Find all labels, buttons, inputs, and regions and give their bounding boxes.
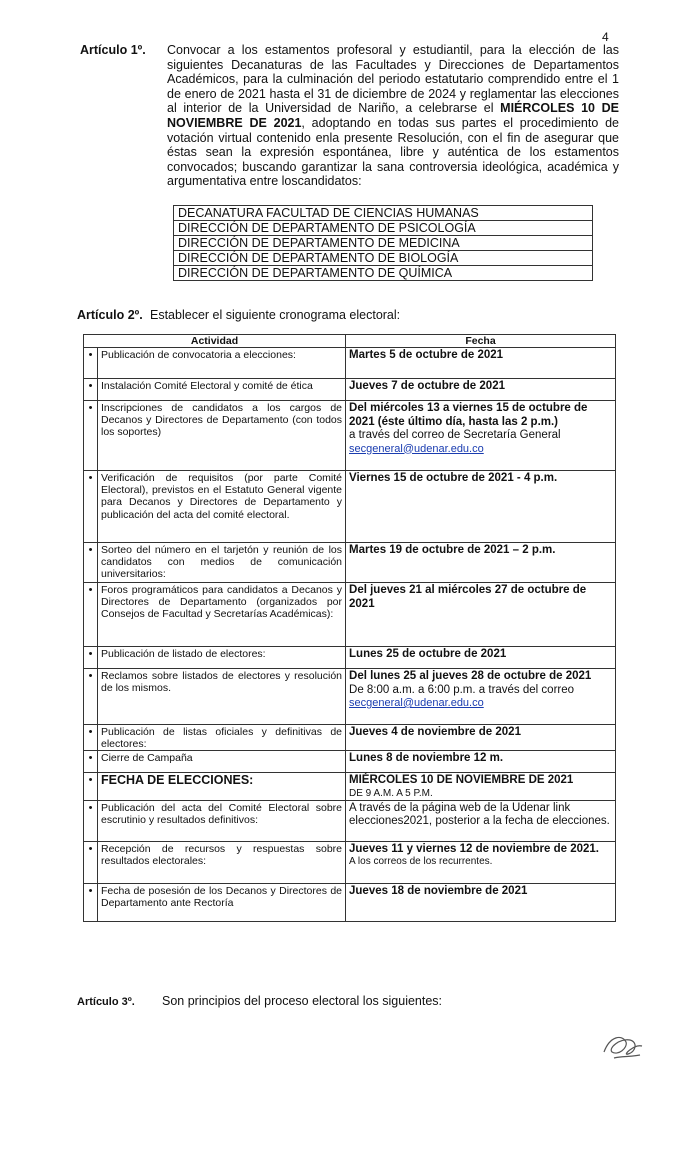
header-actividad: Actividad (84, 335, 346, 348)
bullet-icon: • (84, 669, 98, 725)
articulo-3-label: Artículo 3º. (77, 996, 135, 1008)
activity-cell: Sorteo del número en el tarjetón y reunión de los candidatos con medios de comunicación universitarios: (98, 543, 346, 583)
date-cell (346, 751, 616, 773)
page-number: 4 (602, 30, 609, 44)
position-item: DECANATURA FACULTAD DE CIENCIAS HUMANAS (174, 206, 593, 221)
bullet-icon: • (84, 751, 98, 773)
activity-cell: Reclamos sobre listados de electores y resolución de los mismos. (98, 669, 346, 725)
date-cell (346, 883, 616, 921)
schedule-row (84, 543, 616, 583)
date-cell (346, 725, 616, 751)
signature-icon (600, 1030, 646, 1062)
date-note-text: A los correos de los recurrentes. (349, 856, 493, 868)
activity-cell: Cierre de Campaña (98, 751, 346, 773)
schedule-row (84, 583, 616, 647)
activity-cell: Recepción de recursos y respuestas sobre resultados electorales: (98, 841, 346, 883)
articulo-1-text-part1: Convocar a los estamentos profesoral y estudiantil, para la elección de las siguientes Decanaturas de las Facultades y Direcciones de Departamentos Académicos, para la culminación del periodo estatutario comprendido entre el 1 de enero de 2021 hasta el 31 de diciembre de 2024 y reglamentar las elecciones al interior de la Universidad de Nariño, a celebrarse el (167, 43, 619, 116)
date-cell (346, 841, 616, 883)
articulo-3-text: Son principios del proceso electoral los siguientes: (162, 994, 443, 1008)
bullet-icon: • (84, 883, 98, 921)
date-bold-text: Martes 5 de octubre de 2021 (349, 349, 504, 361)
position-item: DIRECCIÓN DE DEPARTAMENTO DE MEDICINA (174, 236, 593, 251)
articulo-2-text: Establecer el siguiente cronograma electoral: (150, 308, 401, 322)
activity-cell: Publicación del acta del Comité Electoral sobre escrutinio y resultados definitivos: (98, 800, 346, 841)
bullet-icon: • (84, 379, 98, 401)
date-cell (346, 583, 616, 647)
schedule-row (84, 800, 616, 841)
activity-cell: Verificación de requisitos (por parte Comité Electoral), previstos en el Estatuto General vigente para Decanos y Directores de Departamento y publicación del acta del comité electoral. (98, 471, 346, 543)
schedule-body (84, 348, 616, 922)
activity-cell: Publicación de convocatoria a elecciones: (98, 348, 346, 379)
date-bold-text: Martes 19 de octubre de 2021 – 2 p.m. (349, 544, 556, 556)
date-note-text: A través de la página web de la Udenar link elecciones2021, posterior a la fecha de elecciones. (349, 801, 610, 828)
articulo-1-text (167, 43, 619, 189)
bullet-icon: • (84, 841, 98, 883)
date-bold-text: Jueves 4 de noviembre de 2021 (349, 726, 521, 738)
date-note-text: DE 9 A.M. A 5 P.M. (349, 787, 433, 799)
position-item: DIRECCIÓN DE DEPARTAMENTO DE BIOLOGÍA (174, 251, 593, 266)
schedule-row (84, 841, 616, 883)
email-link[interactable]: secgeneral@udenar.edu.co (349, 442, 484, 455)
election-date-bold: MIÉRCOLES 10 DE NOVIEMBRE DE 2021 (167, 101, 620, 130)
position-row (174, 206, 593, 221)
header-fecha: Fecha (346, 335, 616, 348)
date-bold-text: MIÉRCOLES 10 DE NOVIEMBRE DE 2021 (349, 774, 574, 787)
position-row (174, 266, 593, 281)
date-cell (346, 773, 616, 801)
positions-table (173, 205, 593, 281)
schedule-row (84, 647, 616, 669)
activity-cell: Foros programáticos para candidatos a Decanos y Directores de Departamento (organizados por Consejos de Facultad y Secretarías Académicas): (98, 583, 346, 647)
date-note-text: a través del correo de Secretaría General (349, 429, 561, 441)
date-cell (346, 348, 616, 379)
activity-cell: Inscripciones de candidatos a los cargos de Decanos y Directores de Departamento (con todos los soportes) (98, 401, 346, 471)
activity-cell: FECHA DE ELECCIONES: (98, 773, 346, 801)
schedule-row (84, 669, 616, 725)
schedule-row (84, 751, 616, 773)
date-bold-text: Lunes 25 de octubre de 2021 (349, 648, 507, 660)
activity-cell: Fecha de posesión de los Decanos y Directores de Departamento ante Rectoría (98, 883, 346, 921)
date-note-text: De 8:00 a.m. a 6:00 p.m. a través del correo (349, 683, 575, 696)
activity-cell: Instalación Comité Electoral y comité de ética (98, 379, 346, 401)
date-bold-text: Lunes 8 de noviembre 12 m. (349, 752, 504, 765)
activity-cell: Publicación de listas oficiales y definitivas de electores: (98, 725, 346, 751)
bullet-icon: • (84, 800, 98, 841)
date-cell (346, 543, 616, 583)
schedule-row (84, 471, 616, 543)
date-cell (346, 379, 616, 401)
bullet-icon: • (84, 543, 98, 583)
date-cell (346, 800, 616, 841)
bullet-icon: • (84, 647, 98, 669)
position-item: DIRECCIÓN DE DEPARTAMENTO DE QUÍMICA (174, 266, 593, 281)
schedule-header-row (84, 335, 616, 348)
activity-cell: Publicación de listado de electores: (98, 647, 346, 669)
position-row (174, 251, 593, 266)
date-bold-text: Del miércoles 13 a viernes 15 de octubre de 2021 (éste último día, hasta las 2 p.m.) (349, 402, 588, 428)
date-cell (346, 669, 616, 725)
date-cell (346, 471, 616, 543)
bullet-icon: • (84, 348, 98, 379)
schedule-row (84, 883, 616, 921)
date-bold-text: Viernes 15 de octubre de 2021 - 4 p.m. (349, 472, 558, 484)
date-cell (346, 401, 616, 471)
schedule-row (84, 725, 616, 751)
articulo-1-text-part2: , adoptando en todas sus partes el procedimiento de votación virtual contenido enla presente Resolución, con el fin de asegurar que éstas sean la expresión espontánea, libre y auténtica de los estamentos convocados; buscando garantizar la sana controversia ideológica, académica y argumentativa entre loscandidatos: (167, 115, 619, 189)
schedule-table (83, 334, 616, 922)
position-item: DIRECCIÓN DE DEPARTAMENTO DE PSICOLOGÍA (174, 221, 593, 236)
schedule-row (84, 401, 616, 471)
schedule-row (84, 379, 616, 401)
email-link[interactable]: secgeneral@udenar.edu.co (349, 697, 484, 709)
date-bold-text: Jueves 7 de octubre de 2021 (349, 380, 505, 392)
schedule-row (84, 773, 616, 801)
bullet-icon: • (84, 725, 98, 751)
bullet-icon: • (84, 583, 98, 647)
date-bold-text: Del jueves 21 al miércoles 27 de octubre de 2021 (349, 584, 587, 610)
bullet-icon: • (84, 471, 98, 543)
date-bold-text: Del lunes 25 al jueves 28 de octubre de 2021 (349, 670, 592, 682)
position-row (174, 221, 593, 236)
bullet-icon: • (84, 401, 98, 471)
articulo-2-label: Artículo 2º. (77, 308, 143, 322)
date-bold-text: Jueves 18 de noviembre de 2021 (349, 884, 528, 897)
position-row (174, 236, 593, 251)
schedule-row (84, 348, 616, 379)
articulo-1-label: Artículo 1º. (80, 43, 146, 57)
bullet-icon: • (84, 773, 98, 801)
date-bold-text: Jueves 11 y viernes 12 de noviembre de 2021. (349, 842, 599, 855)
date-cell (346, 647, 616, 669)
